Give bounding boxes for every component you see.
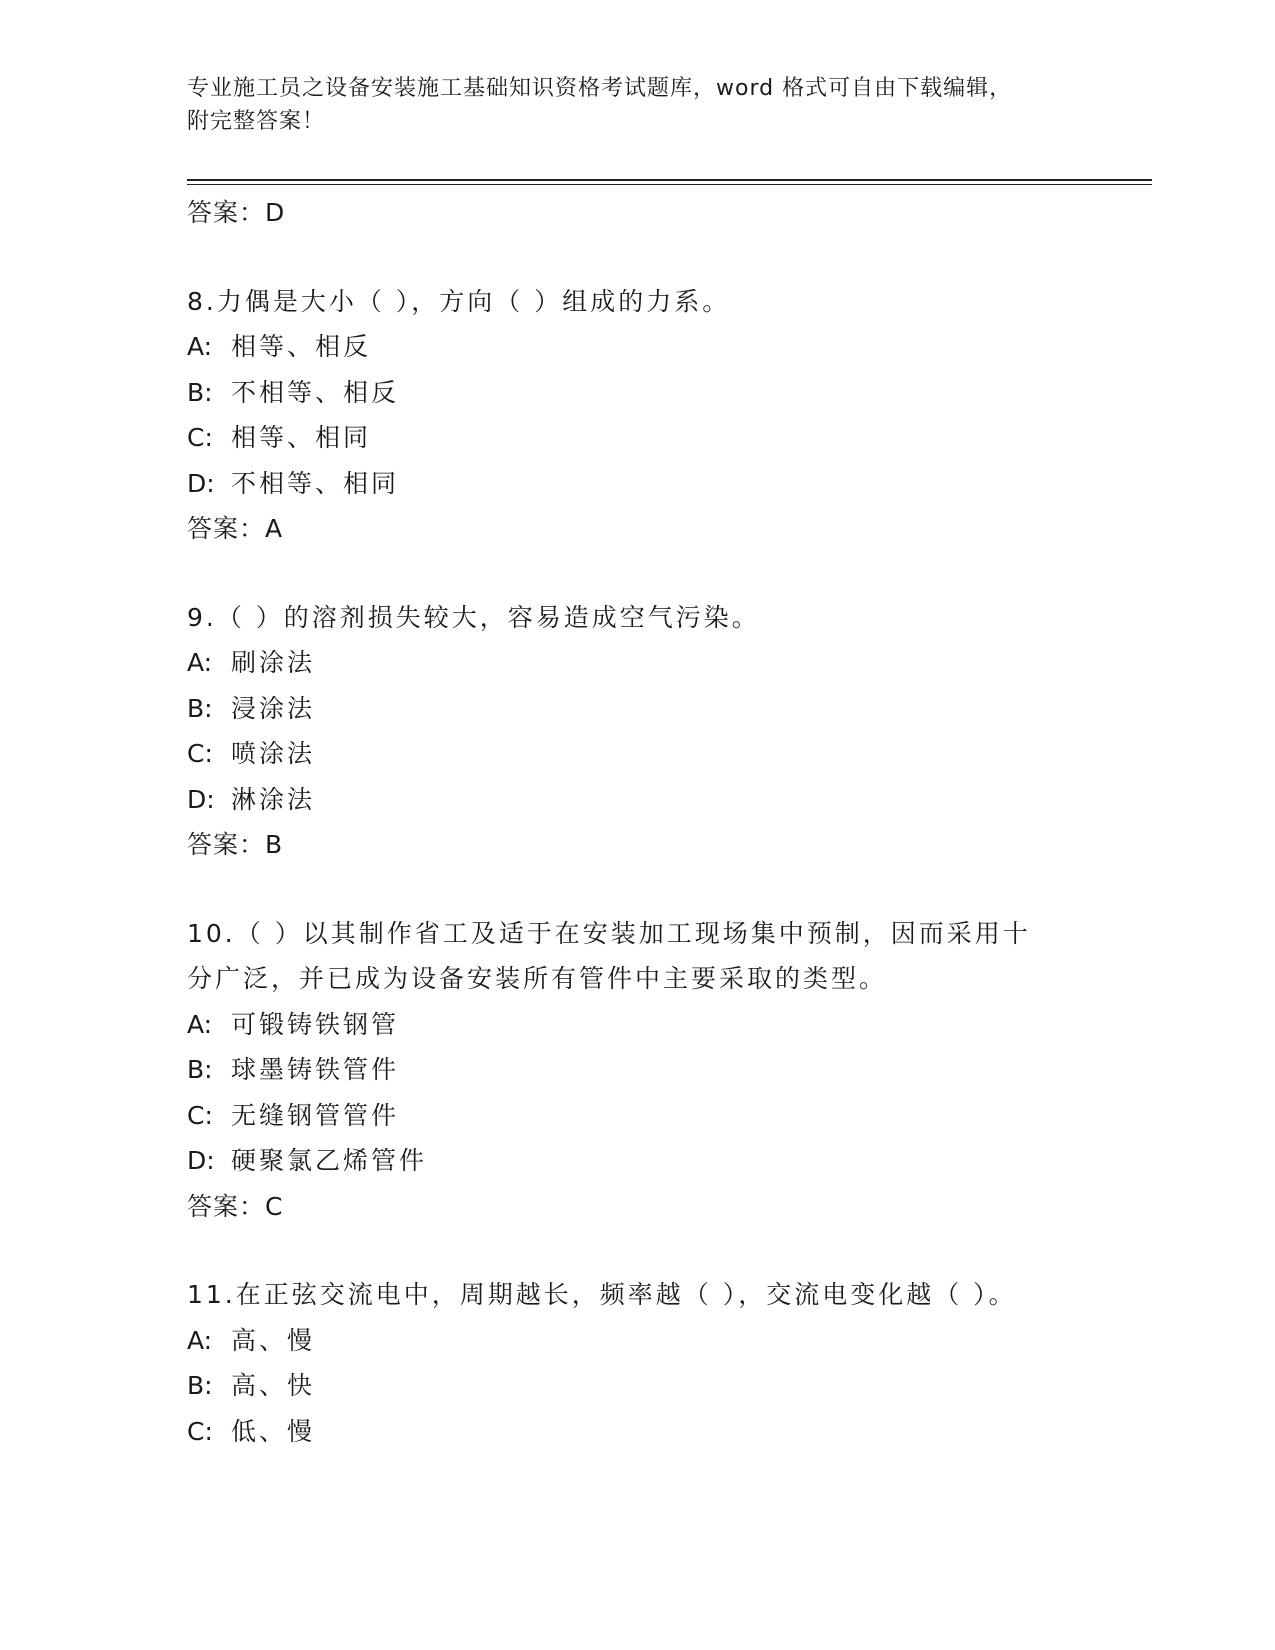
option-text: 相等、相同 — [231, 423, 372, 452]
question-9 — [187, 595, 1087, 868]
option-c — [187, 415, 1087, 461]
option-text: 低、慢 — [231, 1416, 316, 1446]
option-c — [187, 1093, 1087, 1139]
question-11 — [187, 1272, 1087, 1454]
option-text: 球墨铸铁管件 — [231, 1055, 400, 1084]
option-d — [187, 1138, 1087, 1184]
question-stem: 11.在正弦交流电中，周期越长，频率越（ ），交流电变化越（ ）。 — [187, 1280, 1017, 1309]
question-stem-continued: 分广泛，并已成为设备安装所有管件中主要采取的类型。 — [187, 964, 888, 993]
option-b — [187, 1363, 1087, 1409]
option-a — [187, 1002, 1087, 1048]
option-text: 刷涂法 — [231, 648, 316, 677]
option-c — [187, 1409, 1087, 1455]
option-label: C: — [187, 1100, 213, 1130]
option-text: 无缝钢管管件 — [231, 1100, 400, 1130]
spacer — [187, 236, 1087, 279]
answer: 答案：A — [187, 514, 284, 543]
option-label: C: — [187, 1416, 213, 1446]
option-text: 浸涂法 — [231, 693, 316, 723]
option-label: C: — [187, 423, 213, 452]
option-label: D: — [187, 468, 215, 498]
header-divider-thick — [187, 179, 1152, 181]
question-stem: 9.（ ）的溶剂损失较大，容易造成空气污染。 — [187, 602, 760, 632]
option-d — [187, 461, 1087, 507]
option-text: 淋涂法 — [231, 784, 316, 814]
option-b — [187, 686, 1087, 732]
option-a — [187, 1318, 1087, 1364]
option-b — [187, 1047, 1087, 1093]
option-a — [187, 324, 1087, 370]
option-label: A: — [187, 1325, 213, 1355]
option-text: 可锻铸铁钢管 — [231, 1009, 400, 1039]
document-header — [187, 72, 1087, 138]
option-b — [187, 370, 1087, 416]
question-stem: 10.（ ）以其制作省工及适于在安装加工现场集中预制，因而采用十 — [187, 918, 1031, 948]
option-label: B: — [187, 693, 213, 723]
option-text: 不相等、相反 — [231, 377, 400, 407]
question-stem: 8.力偶是大小（ ），方向（ ）组成的力系。 — [187, 286, 731, 316]
option-label: A: — [187, 648, 213, 677]
option-text: 高、慢 — [231, 1325, 316, 1355]
answer: 答案：B — [187, 830, 284, 859]
question-list — [187, 190, 1087, 1454]
option-d — [187, 777, 1087, 823]
option-text: 硬聚氯乙烯管件 — [231, 1146, 428, 1175]
option-c — [187, 731, 1087, 777]
header-line-1: 专业施工员之设备安装施工基础知识资格考试题库，word 格式可自由下载编辑， — [187, 76, 1013, 101]
option-text: 喷涂法 — [231, 739, 316, 768]
option-label: B: — [187, 377, 213, 407]
option-label: D: — [187, 1146, 215, 1175]
option-label: B: — [187, 1371, 213, 1400]
answer: 答案：C — [187, 1191, 284, 1221]
header-divider-thin — [187, 184, 1152, 185]
spacer — [187, 868, 1087, 911]
header-line-2: 附完整答案！ — [187, 109, 326, 134]
spacer — [187, 1229, 1087, 1272]
option-label: A: — [187, 332, 213, 361]
question-8 — [187, 279, 1087, 552]
option-text: 高、快 — [231, 1371, 316, 1400]
option-label: B: — [187, 1055, 213, 1084]
option-label: D: — [187, 784, 215, 814]
question-10 — [187, 911, 1087, 1230]
option-a — [187, 640, 1087, 686]
option-label: A: — [187, 1009, 213, 1039]
option-label: C: — [187, 739, 213, 768]
spacer — [187, 552, 1087, 595]
previous-answer: 答案：D — [187, 198, 286, 227]
option-text: 相等、相反 — [231, 332, 372, 361]
option-text: 不相等、相同 — [231, 468, 400, 498]
